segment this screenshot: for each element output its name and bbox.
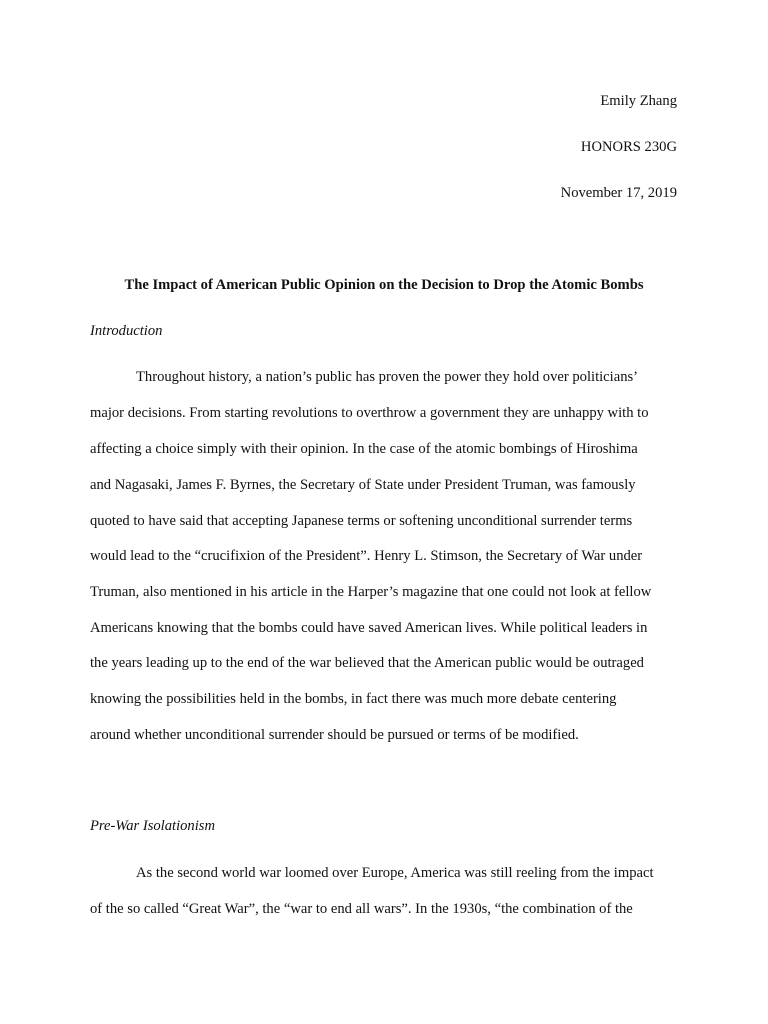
paragraph-line: of the so called “Great War”, the “war to end all wars”. In the 1930s, “the combination of the [90, 901, 633, 917]
section-heading-pre-war-isolationism: Pre-War Isolationism [90, 818, 215, 834]
section-heading-introduction: Introduction [90, 323, 163, 339]
submission-date: November 17, 2019 [560, 185, 677, 201]
paper-title: The Impact of American Public Opinion on the Decision to Drop the Atomic Bombs [124, 277, 644, 293]
paragraph-line: would lead to the “crucifixion of the President”. Henry L. Stimson, the Secretary of War under [90, 548, 643, 564]
paragraph-line: around whether unconditional surrender should be pursued or terms of be modified. [90, 727, 579, 743]
paragraph-line: quoted to have said that accepting Japanese terms or softening unconditional surrender terms [90, 513, 633, 529]
paragraph-line: Americans knowing that the bombs could have saved American lives. While political leaders in [90, 620, 648, 636]
paragraph-line: affecting a choice simply with their opinion. In the case of the atomic bombings of Hiroshima [90, 441, 638, 457]
paragraph-line: knowing the possibilities held in the bombs, in fact there was much more debate centering [90, 691, 617, 707]
course-code: HONORS 230G [580, 139, 677, 155]
paragraph-line: major decisions. From starting revolutions to overthrow a government they are unhappy with to [90, 405, 649, 421]
paragraph-line: and Nagasaki, James F. Byrnes, the Secretary of State under President Truman, was famously [90, 477, 636, 493]
paragraph-line: Truman, also mentioned in his article in the Harper’s magazine that one could not look at fellow [90, 584, 652, 600]
paragraph-line: As the second world war loomed over Europe, America was still reeling from the impact [136, 865, 654, 881]
author-name: Emily Zhang [600, 93, 677, 109]
paragraph-line: Throughout history, a nation’s public has proven the power they hold over politicians’ [136, 369, 639, 385]
paragraph-line: the years leading up to the end of the war believed that the American public would be outraged [90, 655, 644, 671]
